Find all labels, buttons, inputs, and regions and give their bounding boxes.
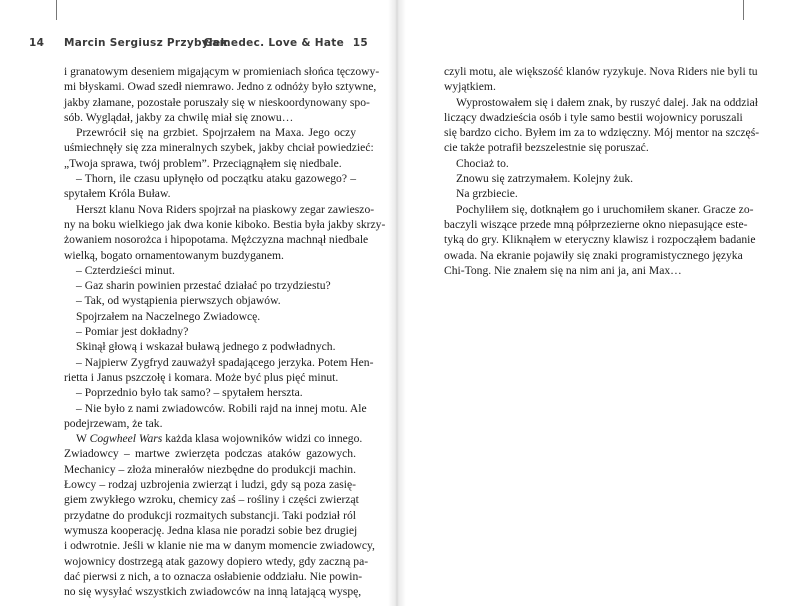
text-line: Wyprostowałem się i dałem znak, by ruszyć dalej. Jak na oddział [456,95,758,109]
text-line: spytałem Króla Buław. [64,187,171,201]
book-gutter [388,0,406,606]
text-line: W Cogwheel Wars każda klasa wojowników widzi co innego. [76,432,363,446]
text-line: Łowcy – rodzaj uzbrojenia zwierząt i ludzi, gdy są poza zasię- [64,478,356,492]
text-line: sób. Wyglądał, jakby za chwilę miał się znowu… [64,110,294,124]
text-line: Mechanicy – złoża minerałów niezbędne do produkcji machin. [64,462,356,476]
text-line: baczyli wiszące przede mną półprzezierne okno niepasujące este- [444,217,748,231]
text-line: – Najpierw Zygfryd zauważył spadającego jerzyka. Potem Hen- [76,355,374,369]
text-line: – Nie było z nami zwiadowców. Robili rajd na innej motu. Ale [76,401,367,415]
text-line: Spojrzałem na Naczelnego Zwiadowcę. [76,309,261,323]
text-line: przydatne do produkcji rozmaitych substancji. Taki podział ról [64,508,356,522]
text-line: – Czterdzieści minut. [76,263,175,277]
text-line: – Poprzednio było tak samo? – spytałem herszta. [76,386,303,400]
text-line: żowaniem nosorożca i hipopotama. Mężczyzna machnął niedbale [64,233,369,247]
text-line: rietta i Janus pszczołę i komara. Może być plus pięć minut. [64,370,339,384]
text-line: dać pierwsi z nich, a to oznacza osłabienie oddziału. Nie powin- [64,569,363,583]
text-line: Przewrócił się na grzbiet. Spojrzałem na Maxa. Jego oczy [76,126,356,140]
text-line: Herszt klanu Nova Riders spojrzał na piaskowy zegar zawieszo- [76,202,375,216]
text-line: wielką, bogato ornamentowanym buzdyganem. [64,248,284,262]
text-line: Na grzbiecie. [456,187,518,201]
running-head-title: Gamedec. Love & Hate [203,37,344,49]
text-line: wojownicy dostrzegą atak gazowy dopiero wtedy, gdy zaczną pa- [64,554,369,568]
left-body-text [64,64,386,599]
text-line: – Gaz sharin powinien przestać działać po trzydziestu? [76,279,331,293]
text-line: no się wysyłać wszystkich zwiadowców na inną latającą wyspę, [64,585,362,599]
text-line: Pochyliłem się, dotknąłem go i uruchomiłem skaner. Gracze zo- [456,202,754,216]
text-line: cie także potrafił bezszelestnie się poruszać. [444,141,649,155]
text-line: giem zwykłego wzroku, chemicy zaś – rośliny i części zwierząt [64,493,359,507]
page-edge-mark [56,0,57,20]
text-line: Chociaż to. [456,156,509,170]
text-line: czyli motu, ale większość klanów ryzykuje. Nova Riders nie byli tu [444,65,758,78]
text-line: Zwiadowcy – martwe zwierzęta podczas ataków gazowych. [64,447,356,461]
text-line: liczący dwadzieścia osób i tyle samo bestii wojownicy poruszali [444,110,743,124]
text-line: uśmiechnęły się zza mineralnych szybek, jakby chciał powiedzieć: [64,141,374,155]
text-line: tyką do gry. Kliknąłem w eteryczny klawisz i rozpocząłem badanie [444,233,756,247]
right-body-text [444,64,760,278]
text-line: mi błyskami. Owad szedł niemrawo. Jedno z odnóży było sztywne, [64,80,377,94]
text-line: ny na boku wielkiego jak dwa konie kiboko. Bestia była jakby skrzy- [64,217,386,231]
text-line: i granatowym deseniem migającym w promieniach słońca tęczowy- [64,65,380,78]
text-line: podejrzewam, że tak. [64,416,163,430]
page-number: 14 [29,37,45,49]
text-line: wymusza kooperację. Jedna klasa nie poradzi sobie bez drugiej [64,523,358,537]
text-line: Znowu się zatrzymałem. Kolejny żuk. [456,172,634,186]
page-edge-mark [743,0,744,20]
text-line: – Pomiar jest dokładny? [76,325,189,339]
text-line: – Thorn, ile czasu upłynęło od początku ataku gazowego? – [76,172,356,186]
text-line: Chi-Tong. Nie znałem się na nim ani ja, ani Max… [444,263,682,277]
text-line: i odwrotnie. Jeśli w klanie nie ma w danym momencie zwiadowcy, [64,539,375,553]
page-number: 15 [352,37,368,49]
text-line: wyjątkiem. [444,80,496,94]
text-line: jakby złamane, pozostałe poruszały się w nieskoordynowany spo- [64,95,370,109]
text-line: owada. Na ekranie pojawiły się znaki programistycznego języka [444,248,743,262]
text-line: – Tak, od wystąpienia pierwszych objawów. [76,294,281,308]
text-line: Skinął głową i wskazał buławą jednego z podwładnych. [76,340,336,354]
text-line: „Twoja sprawa, twój problem”. Przeciągnąłem się niedbale. [64,156,342,170]
running-head-author: Marcin Sergiusz Przybyłek [64,37,228,49]
text-line: się bardzo cicho. Byłem im za to wdzięczny. Mój mentor na szczęś- [444,126,760,140]
